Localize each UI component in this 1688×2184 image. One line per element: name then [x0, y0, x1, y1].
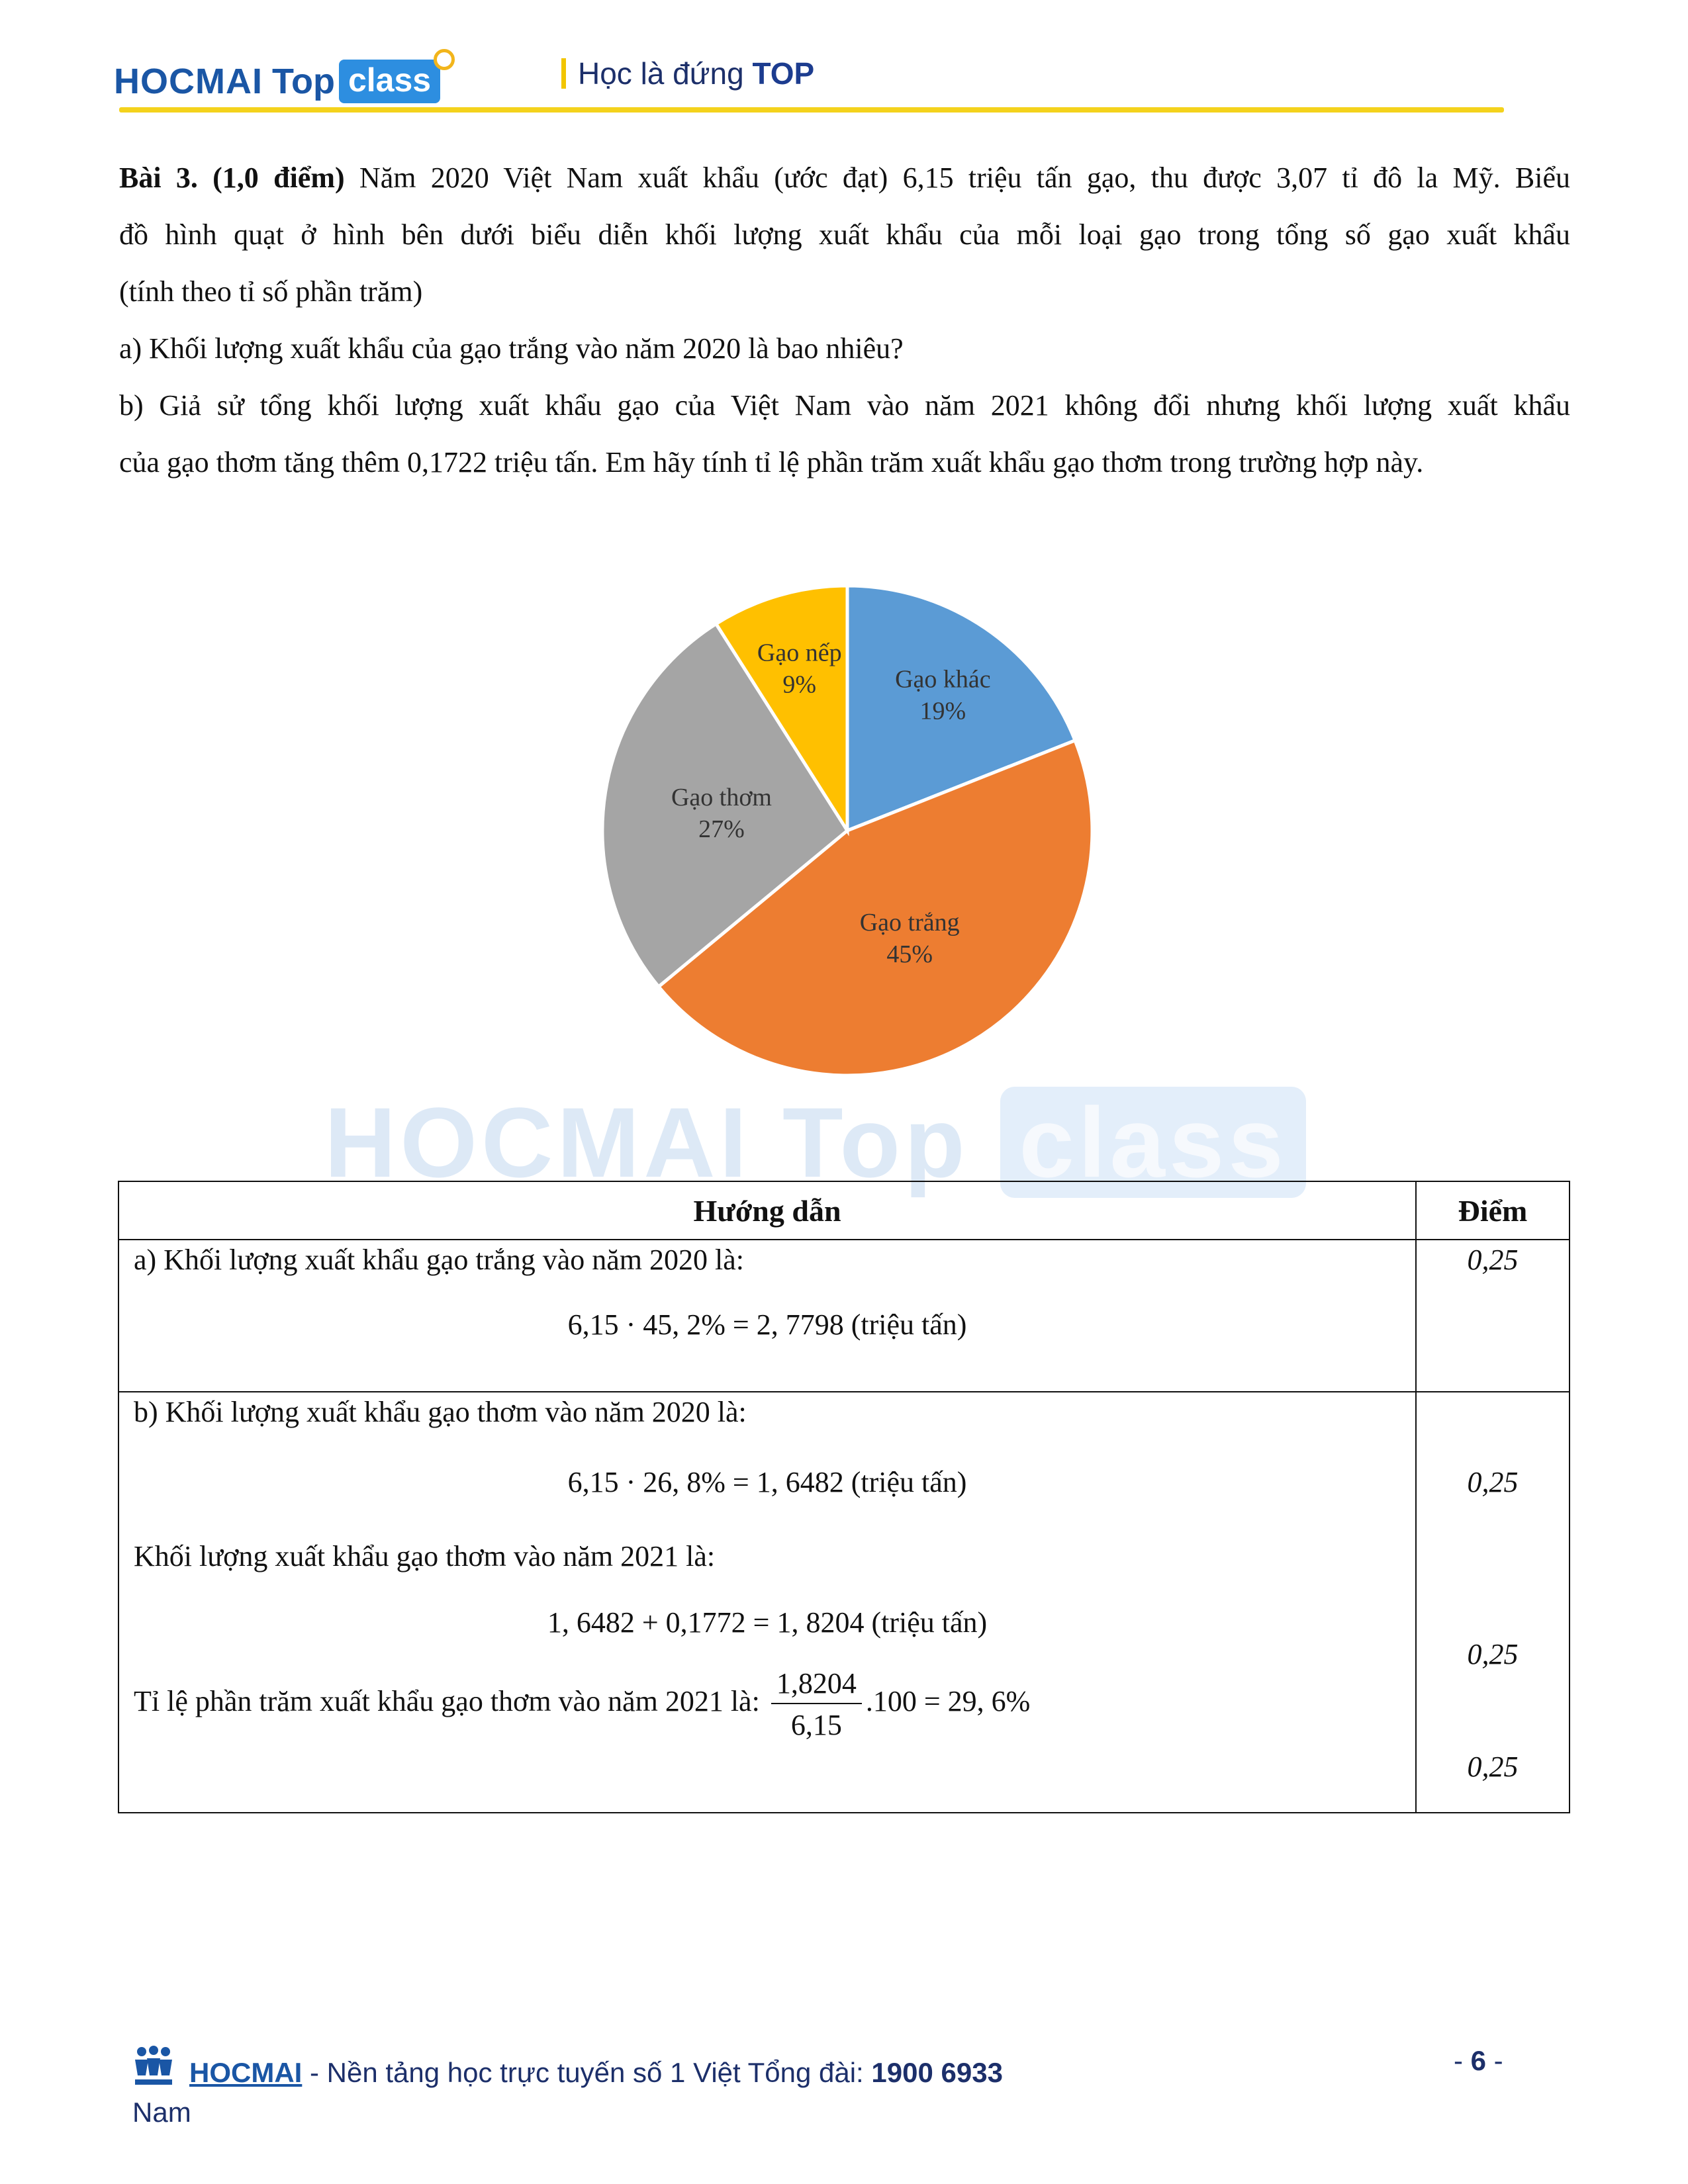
slice-label: Gạo trắng — [859, 909, 960, 937]
slice-label: Gạo nếp — [757, 639, 842, 667]
score-b-2: 0,25 — [1467, 1638, 1519, 1670]
footer-brand-link[interactable]: HOCMAI — [189, 2057, 303, 2088]
hocmai-topclass-logo — [114, 52, 440, 111]
part-b-formula-2: 1, 6482 + 0,1772 = 1, 8204 (triệu tấn) — [547, 1606, 988, 1639]
question-b-line-1: b) Giả sử tổng khối lượng xuất khẩu gạo của Việt Nam vào năm 2021 không đổi nhưng khối lượng xuất khẩu — [119, 389, 1570, 422]
slice-label: Gạo khác — [895, 665, 991, 694]
logo-top-text: Top — [271, 62, 335, 101]
slogan-highlight: TOP — [752, 56, 815, 91]
slice-value-label: 19% — [919, 697, 966, 725]
score-b-3: 0,25 — [1467, 1751, 1519, 1783]
logo-class-text: class — [348, 62, 432, 99]
slice-value-label: 27% — [698, 815, 745, 843]
fraction-denominator: 6,15 — [790, 1709, 842, 1741]
guide-cell-a — [118, 1240, 1416, 1392]
header-guide: Hướng dẫn — [118, 1181, 1416, 1240]
score-cell-b — [1416, 1392, 1570, 1813]
part-b-intro-3: Tỉ lệ phần trăm xuất khẩu gạo thơm vào năm 2021 là: — [134, 1685, 767, 1718]
slice-label: Gạo thơm — [671, 783, 772, 811]
sun-icon — [434, 49, 455, 70]
watermark-text: HOCMAI Top — [324, 1087, 969, 1198]
score-a: 0,25 — [1467, 1244, 1519, 1276]
problem-line-2: đồ hình quạt ở hình bên dưới biểu diễn khối lượng xuất khẩu của mỗi loại gạo trong tổng số gạo xuất khẩu — [119, 218, 1570, 251]
table-header-row — [118, 1181, 1570, 1240]
score-cell-a — [1416, 1240, 1570, 1392]
problem-text-1: Năm 2020 Việt Nam xuất khẩu (ước đạt) 6,15 triệu tấn gạo, thu được 3,07 tỉ đô la Mỹ. Biểu — [344, 161, 1570, 194]
fraction-numerator: 1,8204 — [771, 1666, 862, 1704]
page-prefix: - — [1454, 2045, 1471, 2076]
part-b-intro: b) Khối lượng xuất khẩu gạo thơm vào năm 2020 là: — [134, 1396, 747, 1428]
slice-value-label: 9% — [782, 670, 817, 699]
footer-wrap-text: Nam — [132, 2097, 191, 2128]
pie-chart — [596, 569, 1099, 1085]
fraction — [771, 1666, 862, 1742]
hocmai-people-icon — [132, 2045, 175, 2089]
problem-line-3: (tính theo tỉ số phần trăm) — [119, 275, 423, 308]
page-number — [1454, 2045, 1503, 2077]
part-a-formula: 6,15 · 45, 2% = 2, 7798 (triệu tấn) — [567, 1308, 967, 1341]
page-number-value: 6 — [1470, 2045, 1487, 2076]
header-slogan — [561, 56, 814, 91]
logo-class-badge — [339, 60, 440, 103]
problem-statement — [119, 150, 1570, 491]
slogan-divider — [561, 58, 566, 89]
part-a-intro: a) Khối lượng xuất khẩu gạo trắng vào năm 2020 là: — [134, 1244, 745, 1276]
header-rule — [119, 107, 1504, 113]
part-b-formula-1: 6,15 · 26, 8% = 1, 6482 (triệu tấn) — [567, 1466, 967, 1498]
guide-cell-b — [118, 1392, 1416, 1813]
table-row-b — [118, 1392, 1570, 1813]
footer — [132, 2045, 1003, 2089]
slice-value-label: 45% — [886, 940, 933, 969]
score-b-1: 0,25 — [1467, 1466, 1519, 1498]
problem-title: Bài 3. (1,0 điểm) — [119, 161, 345, 194]
problem-line-1 — [119, 150, 1570, 206]
question-b-line-2: của gạo thơm tăng thêm 0,1722 triệu tấn. Em hãy tính tỉ lệ phần trăm xuất khẩu gạo thơm trong trường hợp này. — [119, 446, 1424, 478]
footer-phone: 1900 6933 — [871, 2057, 1003, 2088]
table-row-a — [118, 1240, 1570, 1392]
slogan-text: Học là đứng — [578, 56, 753, 91]
solution-table — [118, 1181, 1570, 1813]
page-suffix: - — [1486, 2045, 1503, 2076]
footer-tagline: - Nền tảng học trực tuyến số 1 Việt Tổng đài: — [302, 2057, 872, 2088]
part-b-intro-2: Khối lượng xuất khẩu gạo thơm vào năm 2021 là: — [134, 1540, 716, 1572]
header-score: Điểm — [1416, 1181, 1570, 1240]
logo-hocmai-text: HOCMAI — [114, 62, 263, 101]
watermark-class: class — [1000, 1087, 1305, 1198]
fraction-rest: .100 = 29, 6% — [865, 1685, 1031, 1718]
part-b-ratio-line — [134, 1666, 1030, 1742]
question-a: a) Khối lượng xuất khẩu của gạo trắng vào năm 2020 là bao nhiêu? — [119, 332, 904, 365]
